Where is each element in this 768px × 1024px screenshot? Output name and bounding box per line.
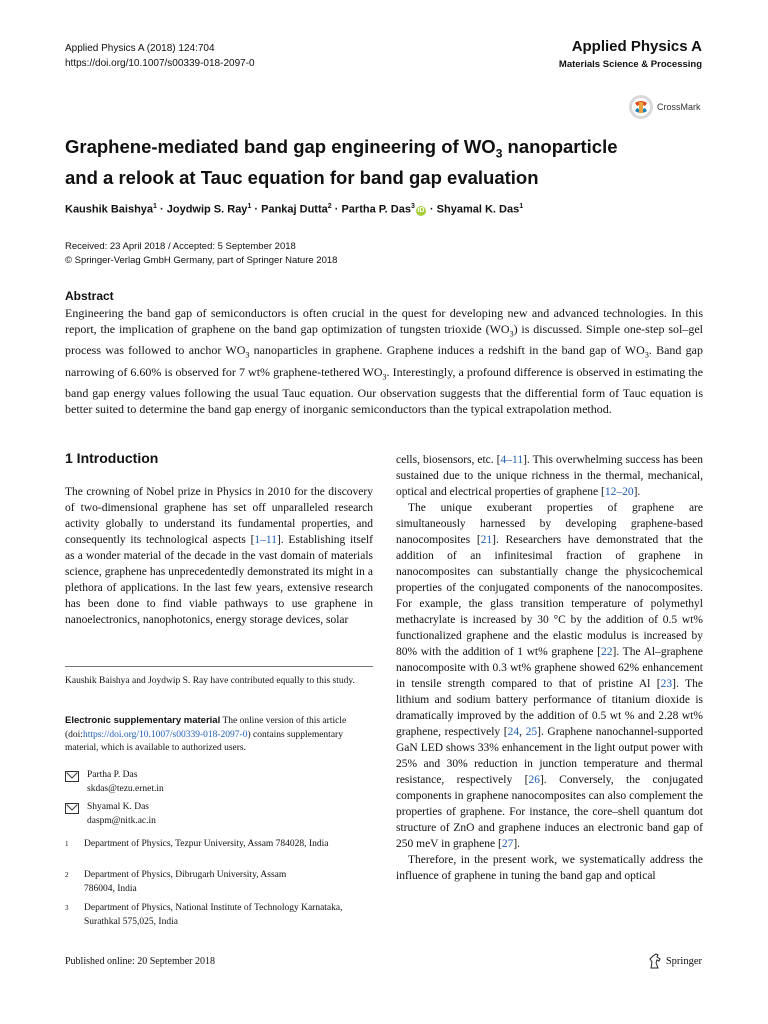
journal-masthead — [559, 38, 702, 72]
author-name[interactable]: Joydwip S. Ray — [166, 203, 248, 216]
abstract-body: Engineering the band gap of semiconductors is often crucial in the quest for developing new and advanced technologies. In this report, the implication of graphene on the band gap optimization of tungsten trioxide $(WO_3)$ is discussed. Simple one-step sol–gel process was followed to anchor $WO_3$ nanoparticles in graphene. Graphene induces a redshift in the band gap of $WO_3$. Band gap narrowing of 6.60% is observed for 7 wt% graphene-tethered $WO_3$. Interestingly, a profound difference is observed in estimating the band gap energy values following the usual Tauc equation. Our observation suggests that the differential form of Tauc equation is better suited to determine the band gap energy of inorganic semiconductors than the typical extrapolation method. — [65, 306, 703, 417]
springer-horse-icon — [648, 953, 662, 969]
affiliation: 2 Department of Physics, Dibrugarh University, Assam 786004, India — [65, 870, 287, 894]
author-name[interactable]: Pankaj Dutta — [261, 203, 328, 216]
intro-left-column: The crowning of Nobel prize in Physics in 2010 for the discovery of two-dimensional graphene has set off unparalleled research activity globally to understand its fundamental properties, and consequently its technological aspects [1–11]. Establishing itself as a wonder material of the decade in the vast domain of materials science, graphene has unprecedentedly demonstrated its might in a plethora of applications. In the last few years, extensive research has been done to find viable pathways to use graphene in nanoelectronics, nanophotonics, energy storage devices, solar — [65, 486, 374, 626]
journal-subtitle: Materials Science & Processing — [558, 59, 702, 70]
author-name[interactable]: Kaushik Baishya — [65, 203, 154, 216]
envelope-icon — [65, 803, 79, 814]
footnote-divider — [65, 666, 373, 667]
citation-link[interactable]: 25 — [525, 726, 538, 738]
running-header — [65, 41, 255, 71]
citation-link[interactable]: 26 — [528, 774, 540, 786]
article-title: Graphene-mediated band gap engineering of $WO_3$ nanoparticle and a relook at Tauc equation for band gap evaluation — [65, 136, 618, 188]
corresponding-author — [65, 769, 373, 796]
contact-email[interactable]: daspm@nitk.ac.in — [87, 815, 156, 826]
copyright: © Springer-Verlag GmbH Germany, part of Springer Nature 2018 — [65, 255, 338, 266]
esm-doi-link[interactable]: https://doi.org/10.1007/s00339-018-2097-0 — [82, 729, 248, 740]
envelope-icon — [65, 771, 79, 782]
article-dates — [65, 240, 337, 268]
crossmark-badge[interactable] — [628, 94, 701, 120]
paragraph: Therefore, in the present work, we systematically address the influence of graphene in tuning the band gap and optical — [396, 854, 703, 882]
published-date: Published online: 20 September 2018 — [65, 956, 215, 967]
affiliation: 1 Department of Physics, Tezpur University, Assam 784028, India — [65, 839, 329, 849]
contact-name: Shyamal K. Das — [87, 802, 150, 812]
crossmark-icon — [628, 94, 654, 120]
esm-label: Electronic supplementary material — [65, 715, 221, 726]
citation-link[interactable]: 27 — [501, 838, 514, 850]
abstract-heading: Abstract — [65, 289, 114, 303]
section-heading-introduction: 1 Introduction — [65, 450, 159, 466]
corresponding-author — [65, 801, 373, 828]
citation-link[interactable]: 23 — [660, 678, 673, 690]
citation-link[interactable]: 1–11 — [254, 534, 277, 546]
publisher-logo — [648, 953, 702, 969]
citation-link[interactable]: 4–11 — [500, 454, 524, 466]
esm-note: Electronic supplementary material The online version of this article (doi:https://doi.org/10.1007/s00339-018-2097-0) contains supplementary material, which is available to authorized users. — [65, 715, 347, 753]
contribution-note: Kaushik Baishya and Joydwip S. Ray have contributed equally to this study. — [65, 676, 355, 686]
received-accepted: Received: 23 April 2018 / Accepted: 5 September 2018 — [65, 241, 296, 252]
contact-name: Partha P. Das — [87, 770, 138, 780]
doi-link[interactable]: https://doi.org/10.1007/s00339-018-2097-0 — [65, 58, 255, 69]
author-name[interactable]: Partha P. Das — [341, 203, 411, 216]
citation-link[interactable]: 22 — [601, 646, 613, 658]
contact-email[interactable]: skdas@tezu.ernet.in — [87, 783, 164, 794]
author-name[interactable]: Shyamal K. Das — [436, 203, 520, 216]
publisher-name: Springer — [665, 955, 702, 967]
citation-link[interactable]: 12–20 — [604, 486, 634, 498]
author-list: Kaushik Baishya$^1$ · Joydwip S. Ray$^1$ · Pankaj Dutta$^2$ · Partha P. Das$^3$iD · Shyamal K. Das$^1$ — [65, 203, 524, 216]
orcid-icon[interactable]: iD — [417, 206, 425, 214]
affiliation: 3 Department of Physics, National Institute of Technology Karnataka, Surathkal 575,025, India — [65, 903, 343, 927]
crossmark-label: CrossMark — [657, 102, 701, 112]
intro-right-column: cells, biosensors, etc. [4–11]. This overwhelming success has been sustained due to the unique richness in the thermal, mechanical, optical and electrical properties of graphene [12–20]. The unique exuberant properties of graphene are simultaneously harnessed by developing graphene-based nanocomposites [21]. Researchers have demonstrated that the addition of an infinitesimal fraction of graphene in nanocomposites can substantially change the physicochemical properties of the conjugated components of the nanocomposites. For example, the glass transition temperature of polymethyl methacrylate is increased by 30 °C by the addition of 0.5 wt% functionalized graphene and the elastic modulus is increased by 80% with the addition of 1 wt% graphene [22]. The Al–graphene nanocomposite with 0.3 wt% graphene showed 62% enhancement in tensile strength compared to that of pristine Al [23]. The lithium and sodium battery performance of titanium dioxide is dramatically improved by the addition of 0.5 wt % and 2.28 wt% graphene, respectively [24, 25]. Graphene nanochannel-supported GaN LED shows 33% enhancement in the light output power with 25% and 30% reduction in junction temperature and thermal resistance, respectively [26]. Conversely, the conjugated components in graphene nanocomposites can also complement the properties of graphene. For instance, the core–shell quantum dot structure of ZnO and graphene induces an electronic band gap of 250 meV in graphene [27]. Therefore, in the present work, we systematically address the influence of graphene in tuning the band gap and optical — [396, 454, 704, 882]
citation-link[interactable]: 24 — [507, 726, 520, 738]
journal-title: Applied Physics A — [571, 38, 702, 55]
citation: Applied Physics A (2018) 124:704 — [65, 43, 215, 54]
citation-link[interactable]: 21 — [480, 534, 493, 546]
